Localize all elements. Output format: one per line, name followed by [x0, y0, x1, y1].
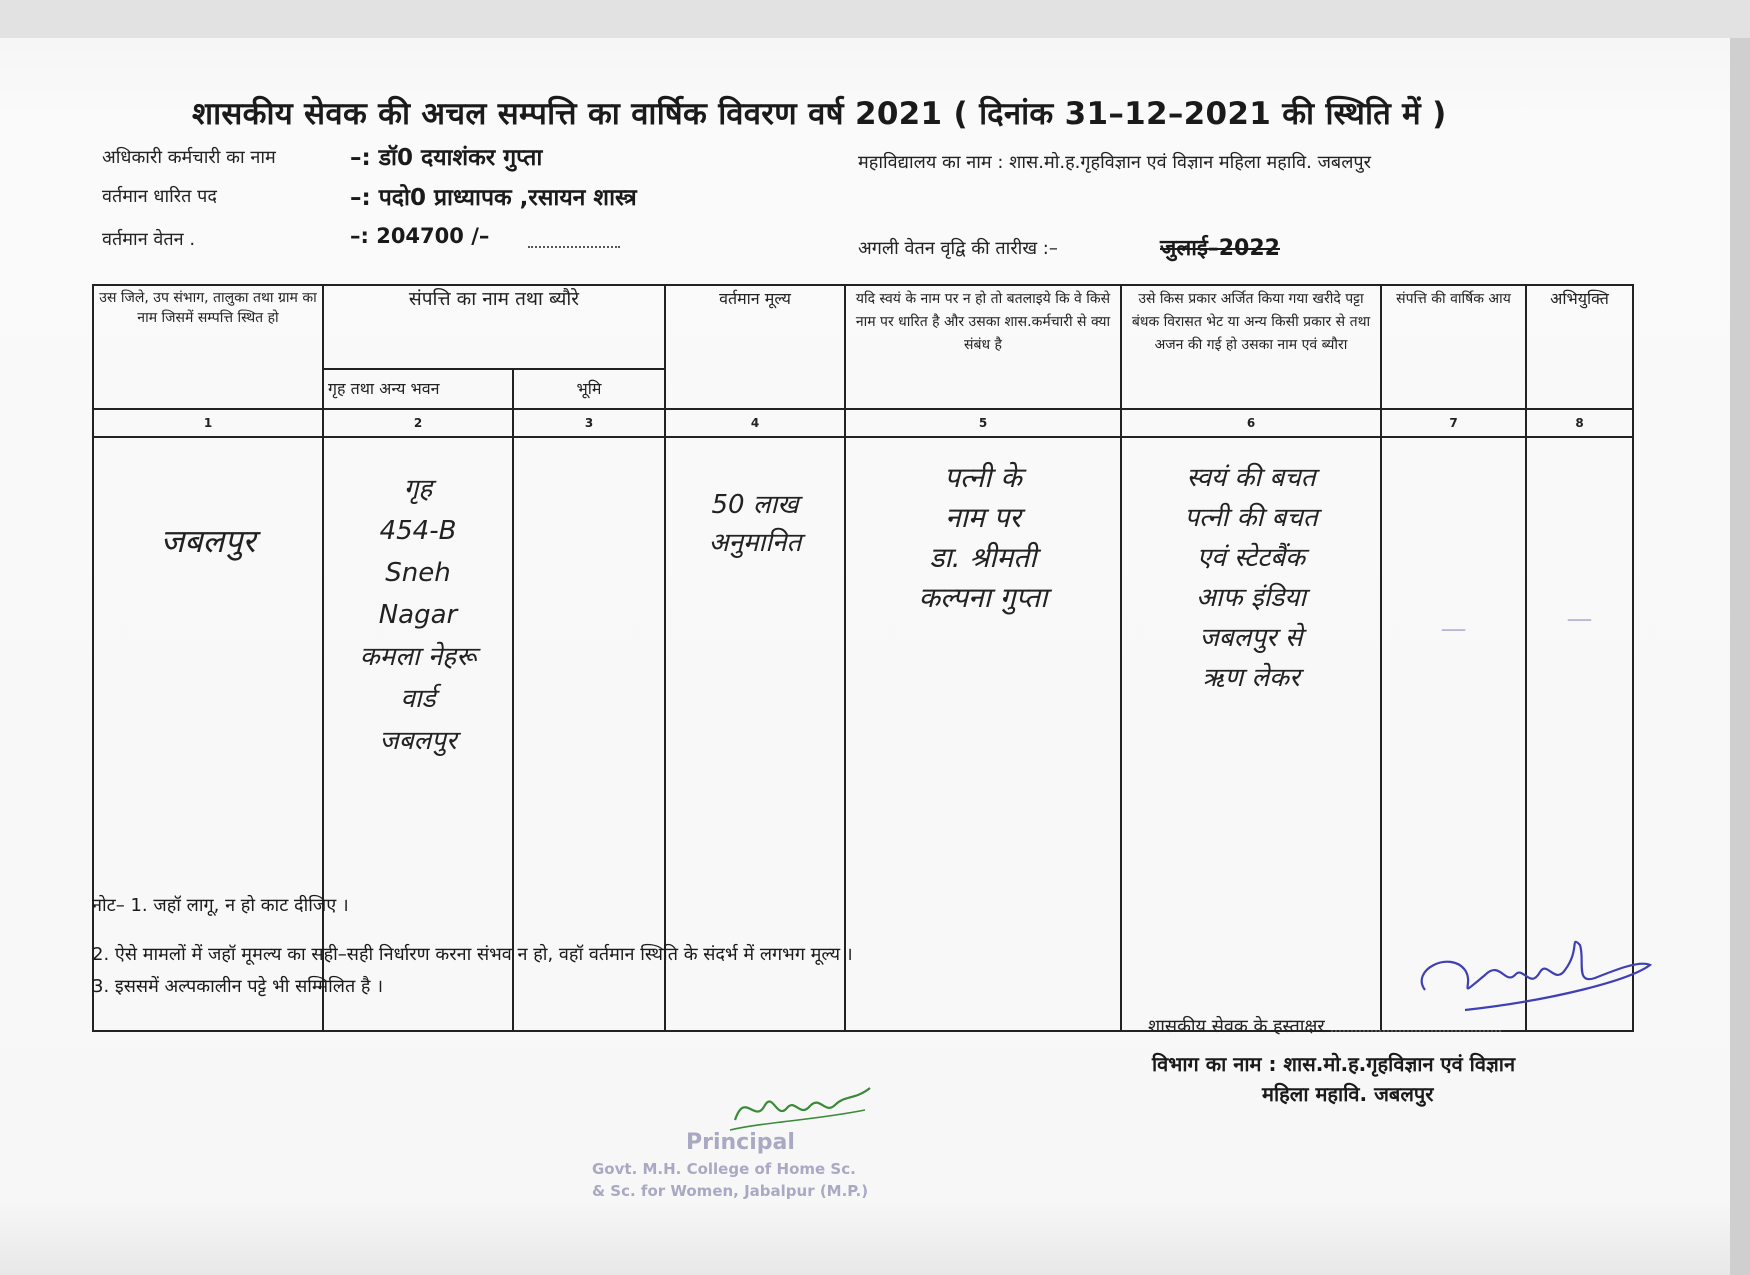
cell-location: जबलपुर [93, 437, 323, 1031]
column-number: 8 [1526, 409, 1633, 437]
holder-line: कल्पना गुप्ता [918, 581, 1048, 614]
note-2: 2. ऐसे मामलों में जहॉ मूमल्य का सही–सही निर्धारण करना संभव न हो, वहॉ वर्तमान स्थिति के संदर्भ में लगभग मूल्य । [92, 944, 853, 965]
cell-acquisition [1121, 437, 1381, 1031]
note-3: 3. इससमें अल्पकालीन पट्टे भी सम्मिलित है । [92, 976, 384, 997]
signature-block [1148, 1014, 1501, 1038]
stamp-line-2: & Sc. for Women, Jabalpur (M.P.) [592, 1182, 869, 1200]
building-line: कमला नेहरू [359, 642, 477, 672]
document-title: शासकीय सेवक की अचल सम्पत्ति का वार्षिक विवरण वर्ष 2021 ( दिनांक 31–12–2021 की स्थिति में ) [192, 96, 1447, 132]
column-number: 3 [513, 409, 665, 437]
cell-annual-income: — [1381, 437, 1526, 1031]
acquisition-line: स्वयं की बचत [1186, 463, 1316, 493]
holder-line: नाम पर [945, 501, 1021, 534]
cell-held-in-name [845, 437, 1121, 1031]
header-location: उस जिले, उप संभाग, तालुका तथा ग्राम का नाम जिसमें सम्पत्ति स्थित हो [93, 285, 323, 409]
column-number: 2 [323, 409, 513, 437]
header-remarks: अभियुक्ति [1526, 285, 1633, 409]
salary-value: –: 204700 /– [350, 224, 490, 248]
building-line: Sneh [385, 558, 451, 588]
officer-name-value: –: डॉ0 दयाशंकर गुप्ता [350, 145, 543, 171]
header-buildings: गृह तथा अन्य भवन [323, 369, 513, 409]
college-name: महाविद्यालय का नाम : शास.मो.ह.गृहविज्ञान एवं विज्ञान महिला महावि. जबलपुर [858, 152, 1372, 173]
acquisition-line: जबलपुर से [1199, 623, 1303, 653]
header-acquisition: उसे किस प्रकार अर्जित किया गया खरीदे पट्टा बंधक विरासत भेट या अन्य किसी प्रकार से तथा अजन की गई हो उसका नाम एवं ब्यौरा [1121, 285, 1381, 409]
post-value: –: पदो0 प्राध्यापक ,रसायन शास्त्र [350, 185, 637, 211]
value-line: 50 लाख [711, 490, 799, 520]
department-line-2: महिला महावि. जबलपुर [1262, 1082, 1434, 1106]
column-number: 5 [845, 409, 1121, 437]
building-line: जबलपुर [379, 726, 457, 756]
building-line: Nagar [378, 600, 458, 630]
principal-signature [725, 1080, 875, 1135]
increment-label: अगली वेतन वृद्वि की तारीख :– [858, 238, 1058, 259]
acquisition-line: आफ इंडिया [1195, 583, 1307, 613]
increment-value: जुलाई–2022 [1160, 236, 1280, 261]
stamp-line-1: Govt. M.H. College of Home Sc. [592, 1160, 856, 1178]
cell-remarks: — [1526, 437, 1633, 1031]
column-number: 6 [1121, 409, 1381, 437]
acquisition-line: एवं स्टेटबैंक [1196, 543, 1306, 573]
header-property-details: संपत्ति का नाम तथा ब्यौरे [323, 285, 665, 369]
post-label: वर्तमान धारित पद [102, 186, 217, 207]
acquisition-line: पत्नी की बचत [1184, 503, 1318, 533]
header-annual-income: संपत्ति की वार्षिक आय [1381, 285, 1526, 409]
department-line-1: विभाग का नाम : शास.मो.ह.गृहविज्ञान एवं विज्ञान [1152, 1052, 1516, 1076]
building-line: वार्ड [400, 684, 436, 714]
column-number-row [93, 409, 1633, 437]
column-number: 7 [1381, 409, 1526, 437]
building-line: गृह [403, 474, 433, 504]
officer-name-label: अधिकारी कर्मचारी का नाम [102, 147, 276, 168]
salary-label: वर्तमान वेतन . [102, 229, 196, 250]
signature-dotted-line [1331, 1030, 1501, 1032]
column-number: 1 [93, 409, 323, 437]
header-current-value: वर्तमान मूल्य [665, 285, 845, 409]
holder-line: डा. श्रीमती [929, 541, 1037, 574]
header-land: भूमि [513, 369, 665, 409]
officer-signature [1405, 930, 1655, 1020]
page-edge-shadow [1730, 38, 1750, 1275]
value-line: अनुमानित [708, 528, 802, 558]
signature-label: शासकीय सेवक के हस्ताक्षर [1148, 1016, 1325, 1037]
building-line: 454-B [379, 516, 457, 546]
note-1: नोट– 1. जहॉ लागू, न हो काट दीजिए । [92, 895, 349, 916]
column-number: 4 [665, 409, 845, 437]
table-header-row [93, 285, 1633, 369]
stamp-title: Principal [686, 1130, 795, 1155]
header-held-in-name: यदि स्वयं के नाम पर न हो तो बतलाइये कि वे किसे नाम पर धारित है और उसका शास.कर्मचारी से क्या संबंध है [845, 285, 1121, 409]
salary-dotted-line [528, 226, 620, 248]
acquisition-line: ऋण लेकर [1202, 663, 1300, 693]
holder-line: पत्नी के [944, 461, 1022, 494]
property-table [92, 284, 1634, 1032]
page-fold [0, 0, 1750, 38]
